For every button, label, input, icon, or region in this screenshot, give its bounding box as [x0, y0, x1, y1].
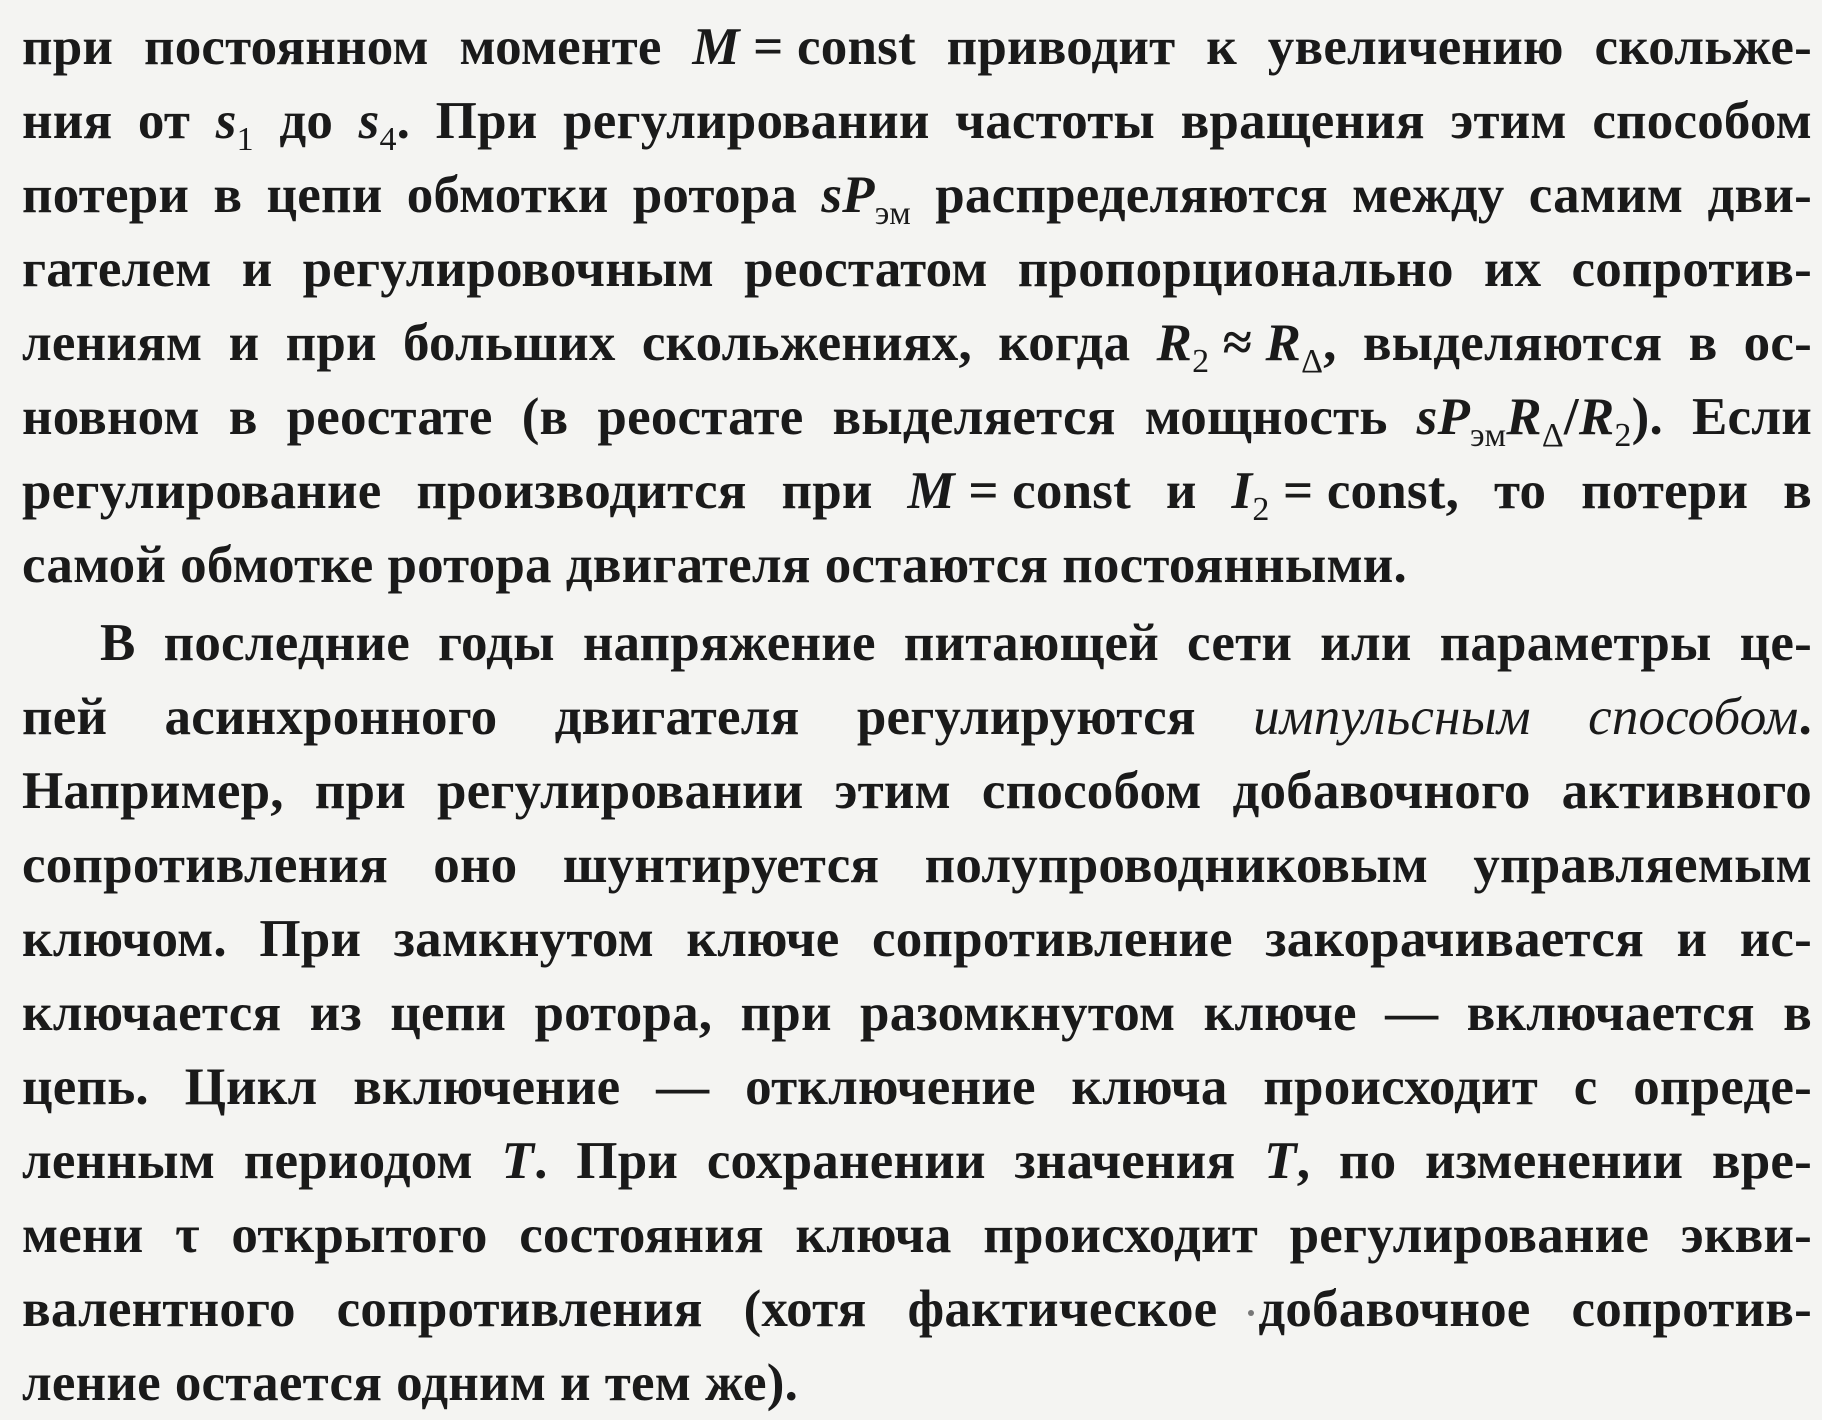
text-line: регулирование производится при M = const и $I_2$ = const, то потери в: [22, 462, 1812, 528]
text-line: ключается из цепи ротора, при разомкнутом ключе — включается в: [22, 984, 1812, 1042]
document-page: [22, 10, 1812, 1420]
text-line: потери в цепи обмотки ротора $sP_{эм}$ распределяются между самим дви-: [22, 166, 1812, 232]
text-line: сопротивления оно шунтируется полупроводниковым управляемым: [22, 836, 1812, 894]
text-line: мени τ открытого состояния ключа происходит регулирование экви-: [22, 1206, 1812, 1264]
text-line: при постоянном моменте M = const приводит к увеличению скольже-: [22, 18, 1812, 76]
text-line: ление остается одним и тем же).: [22, 1354, 799, 1412]
text-line: ленным периодом T. При сохранении значения T, по изменении вре-: [22, 1132, 1812, 1190]
text-line: гателем и регулировочным реостатом пропорционально их сопротив-: [22, 240, 1812, 298]
text-line: В последние годы напряжение питающей сети или параметры це-: [100, 614, 1812, 672]
text-line: цепь. Цикл включение — отключение ключа происходит с опреде-: [22, 1058, 1812, 1116]
text-line: пей асинхронного двигателя регулируются импульсным способом.: [22, 688, 1812, 746]
text-line: Например, при регулировании этим способом добавочного активного: [22, 762, 1812, 820]
text-line: валентного сопротивления (хотя фактическое добавочное сопротив-: [22, 1280, 1812, 1338]
text-line: новном в реостате (в реостате выделяется мощность $sP_{эм}R_\Delta/R_2$). Если: [22, 388, 1812, 454]
text-line: ния от $s_1$ до $s_4$. При регулировании частоты вращения этим способом: [22, 92, 1812, 158]
print-speck: [1248, 1310, 1254, 1316]
text-line: самой обмотке ротора двигателя остаются постоянными.: [22, 536, 1407, 594]
text-line: лениям и при больших скольжениях, когда $R_2 \approx R_\Delta$, выделяются в ос-: [22, 314, 1812, 380]
text-line: ключом. При замкнутом ключе сопротивление закорачивается и ис-: [22, 910, 1812, 968]
